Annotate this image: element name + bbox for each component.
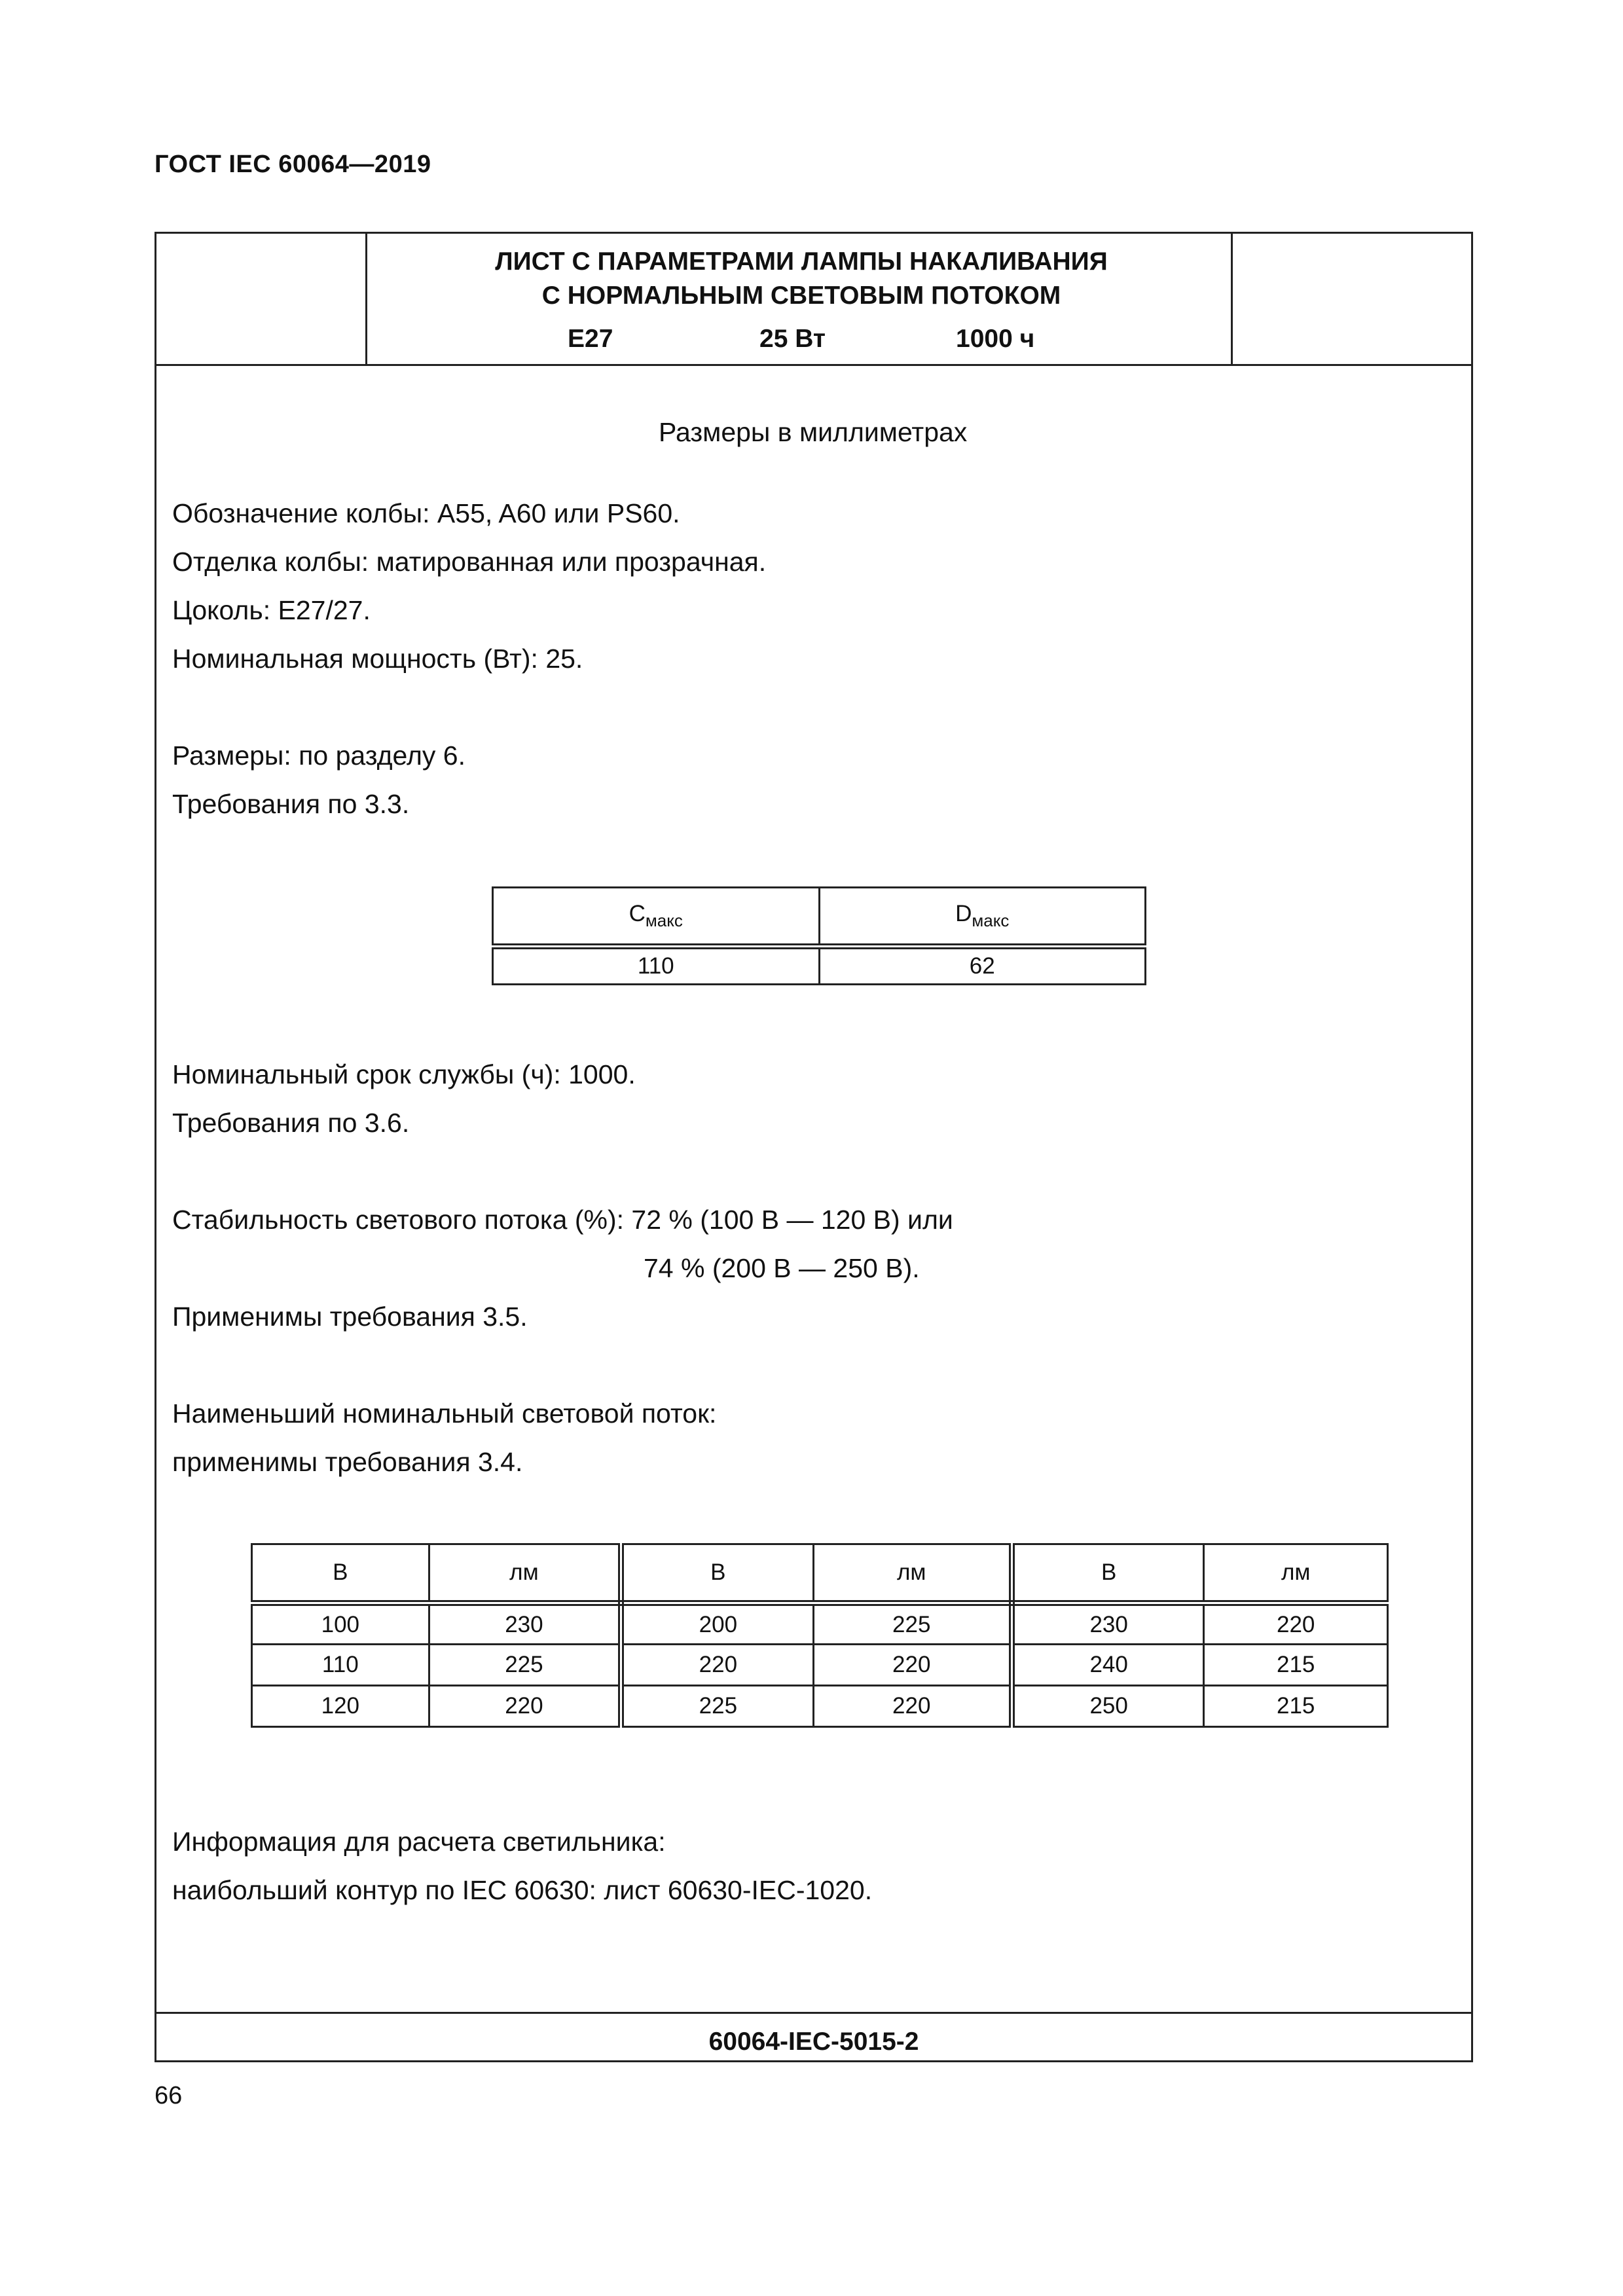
flux-cell: 220 [621,1645,813,1686]
flux-table-row [252,1645,1388,1686]
footer-rule [156,2012,1471,2014]
flux-cell: 230 [1012,1603,1203,1645]
flux-cell: 225 [429,1645,621,1686]
cap-spec: E27 [568,325,613,353]
min-flux-line-1: Наименьший номинальный световой поток: [172,1398,717,1429]
c-label: C [629,901,646,926]
flux-table-row [252,1686,1388,1727]
stability-requirements: Применимы требования 3.5. [172,1302,528,1332]
c-max-value: 110 [493,947,820,985]
header-bottom-rule [156,364,1471,366]
flux-cell: 120 [252,1686,429,1727]
flux-cell: 110 [252,1645,429,1686]
flux-stability-line-1: Стабильность светового потока (%): 72 % (100 В — 120 В) или [172,1205,953,1235]
sheet-title-line-1: ЛИСТ С ПАРАМЕТРАМИ ЛАМПЫ НАКАЛИВАНИЯ [495,247,1108,276]
luminaire-info-line-2: наибольший контур по IEC 60630: лист 60630-IEC-1020. [172,1875,873,1905]
min-flux-line-2: применимы требования 3.4. [172,1447,523,1477]
dimensions-ref: Размеры: по разделу 6. [172,740,465,771]
flux-cell: 240 [1012,1645,1203,1686]
dimensions-value-row [493,947,1146,985]
dimensions-table [492,886,1146,985]
d-max-header [819,888,1146,947]
cap-type: Цоколь: E27/27. [172,595,371,625]
flux-cell: 220 [429,1686,621,1727]
header-divider-left [365,234,367,365]
sheet-code: 60064-IEC-5015-2 [708,2028,919,2056]
dimensions-header-row [493,888,1146,947]
life-spec: 1000 ч [956,325,1035,353]
dimensions-requirements: Требования по 3.3. [172,789,410,819]
d-subscript: макс [972,911,1010,930]
flux-cell: 215 [1204,1686,1388,1727]
d-max-value: 62 [819,947,1146,985]
flux-cell: 220 [1204,1603,1388,1645]
flux-cell: 230 [429,1603,621,1645]
flux-cell: 225 [621,1686,813,1727]
flux-cell: 250 [1012,1686,1203,1727]
flux-table-row [252,1603,1388,1645]
flux-header-cell: В [252,1544,429,1603]
luminaire-info-line-1: Информация для расчета светильника: [172,1827,666,1857]
c-subscript: макс [645,911,683,930]
flux-header-cell: лм [429,1544,621,1603]
flux-cell: 220 [813,1686,1012,1727]
flux-cell: 200 [621,1603,813,1645]
flux-header-cell: В [621,1544,813,1603]
parameter-sheet-frame [155,232,1473,2062]
luminous-flux-table [251,1543,1389,1728]
bulb-designation: Обозначение колбы: A55, A60 или PS60. [172,498,680,528]
standard-designation: ГОСТ IEC 60064—2019 [155,151,431,178]
sheet-title-line-2: С НОРМАЛЬНЫМ СВЕТОВЫМ ПОТОКОМ [541,282,1061,310]
flux-header-cell: В [1012,1544,1203,1603]
flux-cell: 220 [813,1645,1012,1686]
page-number: 66 [155,2082,183,2109]
flux-cell: 215 [1204,1645,1388,1686]
bulb-finish: Отделка колбы: матированная или прозрачная. [172,547,767,577]
rated-power: Номинальная мощность (Вт): 25. [172,644,583,674]
life-requirements: Требования по 3.6. [172,1108,410,1138]
units-note: Размеры в миллиметрах [659,417,968,447]
flux-header-cell: лм [813,1544,1012,1603]
flux-header-cell: лм [1204,1544,1388,1603]
c-max-header [493,888,820,947]
flux-cell: 100 [252,1603,429,1645]
flux-cell: 225 [813,1603,1012,1645]
rated-life: Номинальный срок службы (ч): 1000. [172,1059,636,1089]
power-spec: 25 Вт [759,325,826,353]
d-label: D [955,901,972,926]
flux-header-row [252,1544,1388,1603]
flux-stability-line-2: 74 % (200 В — 250 В). [644,1253,920,1283]
